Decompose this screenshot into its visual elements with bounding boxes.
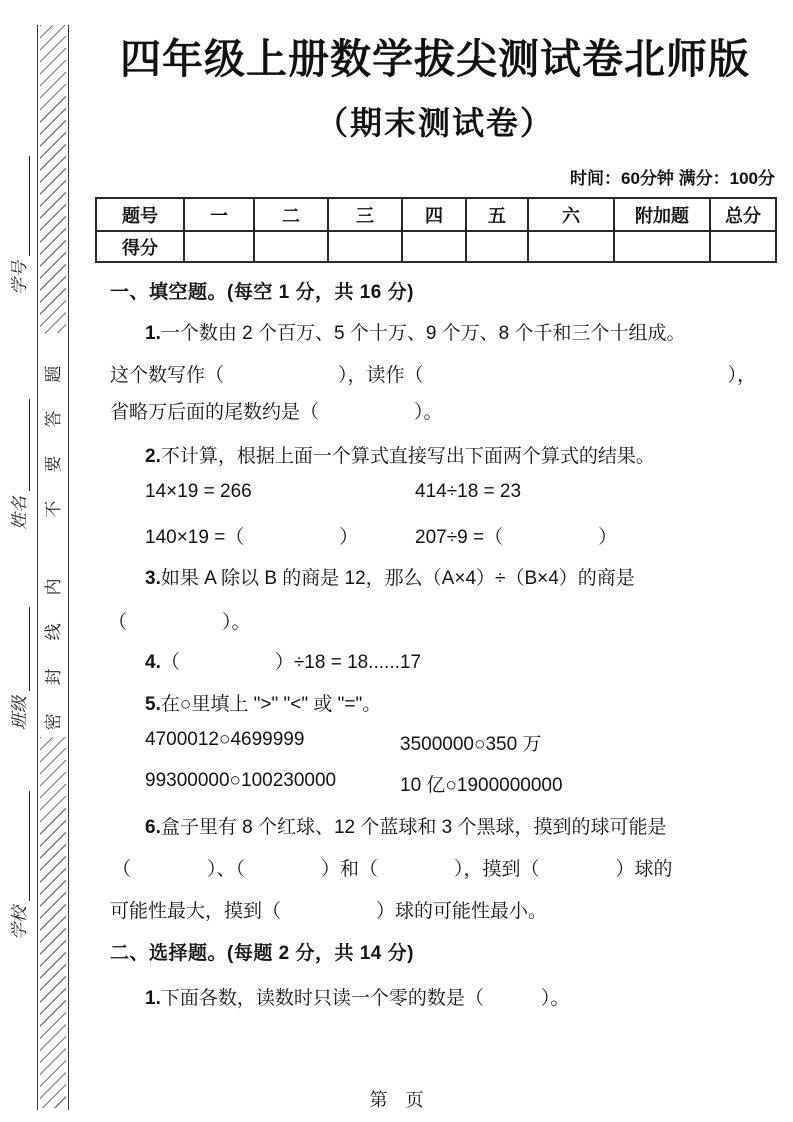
q5-compare-4: 10 亿○1900000000: [400, 775, 563, 796]
q4-text: （ ）÷18 = 18......17: [160, 652, 422, 673]
time-score-meta: 时间：60分钟 满分：100分: [570, 169, 775, 188]
score-table-cell: 一: [184, 198, 254, 231]
score-empty-cell: [184, 231, 254, 262]
q2-text: 不计算，根据上面一个算式直接写出下面两个算式的结果。: [160, 446, 655, 467]
q2-equation-4: 207÷9 =（ ）: [415, 527, 618, 548]
q2-number: 2.: [145, 446, 161, 467]
q2-line1: [145, 441, 655, 468]
q6-line2: （ ）、（ ）和（ ），摸到（ ）球的: [112, 859, 673, 880]
q3-number: 3.: [145, 568, 161, 589]
class-blank: [14, 607, 30, 691]
class-text: 班级: [10, 696, 30, 730]
student-name-label: [6, 380, 30, 530]
score-label-cell: 得分: [96, 231, 184, 262]
school-blank: [14, 791, 30, 901]
school-label: [6, 770, 30, 940]
q5-compare-2: 3500000○350 万: [400, 734, 542, 755]
s2-q1-number: 1.: [145, 988, 161, 1009]
score-empty-cell: [710, 231, 776, 262]
score-table-cell: 四: [402, 198, 466, 231]
score-empty-cell: [328, 231, 402, 262]
q5-compare-1: 4700012○4699999: [145, 729, 305, 750]
score-table-cell: 总分: [710, 198, 776, 231]
seal-hatch-top: [40, 25, 66, 333]
score-empty-cell: [528, 231, 614, 262]
score-table-cell: 三: [328, 198, 402, 231]
student-id-blank: [14, 156, 30, 256]
score-empty-cell: [466, 231, 528, 262]
score-empty-cell: [254, 231, 328, 262]
q1-line2: 这个数写作（ ），读作（ ），: [110, 365, 757, 386]
score-empty-cell: [402, 231, 466, 262]
q3-text: 如果 A 除以 B 的商是 12，那么（A×4）÷（B×4）的商是: [160, 568, 635, 589]
score-table-cell: 题号: [96, 198, 184, 231]
q3-line1: [145, 563, 635, 590]
q6-line3: 可能性最大，摸到（ ）球的可能性最小。: [110, 901, 548, 922]
score-table-cell: 附加题: [614, 198, 710, 231]
q5-compare-3: 99300000○100230000: [145, 770, 337, 791]
score-table-score-row: [96, 231, 776, 262]
s2-q1-line: [145, 983, 569, 1010]
q6-line1: [145, 812, 667, 839]
seal-band-right-line: [68, 25, 69, 1110]
student-name-blank: [14, 399, 30, 491]
page-footer: 第 页: [369, 1090, 424, 1110]
q6-number: 6.: [145, 817, 161, 838]
q4-line: [145, 647, 421, 674]
page-subtitle: （期末测试卷）: [315, 105, 554, 141]
s2-q1-text: 下面各数，读数时只读一个零的数是（ ）。: [160, 988, 570, 1009]
score-table-cell: 二: [254, 198, 328, 231]
section1-heading: 一、填空题。(每空 1 分，共 16 分): [110, 282, 414, 303]
q6-text: 盒子里有 8 个红球、12 个蓝球和 3 个黑球，摸到的球可能是: [160, 817, 667, 838]
score-table-header-row: [96, 198, 776, 231]
student-name-text: 姓名: [10, 496, 30, 530]
q1-text: 一个数由 2 个百万、5 个十万、9 个万、8 个千和三个十组成。: [160, 323, 686, 344]
q5-line1: [145, 689, 381, 716]
score-table-cell: 六: [528, 198, 614, 231]
student-id-label: [6, 135, 30, 295]
q3-line2: （ ）。: [108, 612, 251, 633]
student-id-text: 学号: [10, 261, 30, 295]
q2-equation-1: 14×19 = 266: [145, 481, 252, 502]
q4-number: 4.: [145, 652, 161, 673]
q1-number: 1.: [145, 323, 161, 344]
q5-text: 在○里填上 ">" "<" 或 "="。: [160, 694, 382, 715]
score-table: [95, 197, 777, 263]
q1-line3: 省略万后面的尾数约是（ ）。: [110, 402, 443, 423]
score-table-cell: 五: [466, 198, 528, 231]
school-text: 学校: [10, 906, 30, 940]
q2-equation-2: 414÷18 = 23: [415, 481, 522, 502]
section2-heading: 二、选择题。(每题 2 分，共 14 分): [110, 943, 414, 964]
seal-phrase-text: 密封线内 不要答题: [44, 337, 63, 731]
q2-equation-3: 140×19 =（ ）: [145, 527, 359, 548]
score-empty-cell: [614, 231, 710, 262]
class-label: [6, 590, 30, 730]
q1-line1: [145, 318, 686, 345]
page-title: 四年级上册数学拔尖测试卷北师版: [120, 36, 750, 82]
seal-hatch-bottom: [40, 737, 66, 1108]
q5-number: 5.: [145, 694, 161, 715]
